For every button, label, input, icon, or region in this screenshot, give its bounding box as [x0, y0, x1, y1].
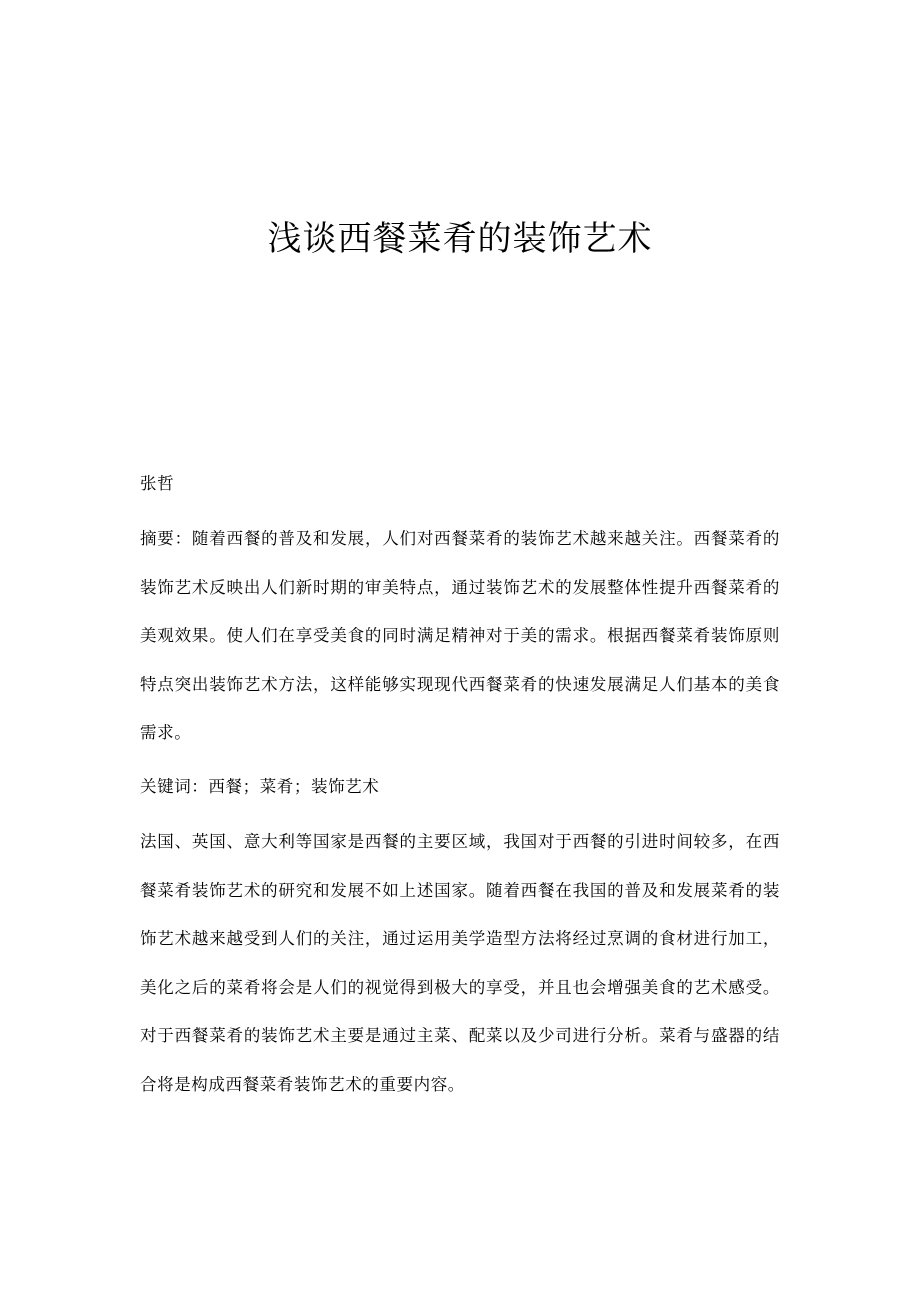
- abstract-label: 摘要：: [140, 529, 192, 548]
- abstract-text: 随着西餐的普及和发展，人们对西餐菜肴的装饰艺术越来越关注。西餐菜肴的装饰艺术反映出人们新时期的审美特点，通过装饰艺术的发展整体性提升西餐菜肴的美观效果。使人们在享受美食的同时满足精神对于美的需求。根据西餐菜肴装饰原则特点突出装饰艺术方法，这样能够实现现代西餐菜肴的快速发展满足人们基本的美食需求。: [140, 529, 780, 743]
- body-paragraph: 法国、英国、意大利等国家是西餐的主要区域，我国对于西餐的引进时间较多，在西餐菜肴装饰艺术的研究和发展不如上述国家。随着西餐在我国的普及和发展菜肴的装饰艺术越来越受到人们的关注，通过运用美学造型方法将经过烹调的食材进行加工，美化之后的菜肴将会是人们的视觉得到极大的享受，并且也会增强美食的艺术感受。对于西餐菜肴的装饰艺术主要是通过主菜、配菜以及少司进行分析。菜肴与盛器的结合将是构成西餐菜肴装饰艺术的重要内容。: [140, 832, 780, 1094]
- keywords-line: [140, 763, 780, 812]
- abstract-paragraph: [140, 515, 780, 758]
- author-name: 张哲: [140, 474, 175, 493]
- keywords-label: 关键词：: [140, 777, 209, 796]
- keywords-text: 西餐；菜肴；装饰艺术: [208, 777, 380, 796]
- document-title: 浅谈西餐菜肴的装饰艺术: [267, 219, 653, 259]
